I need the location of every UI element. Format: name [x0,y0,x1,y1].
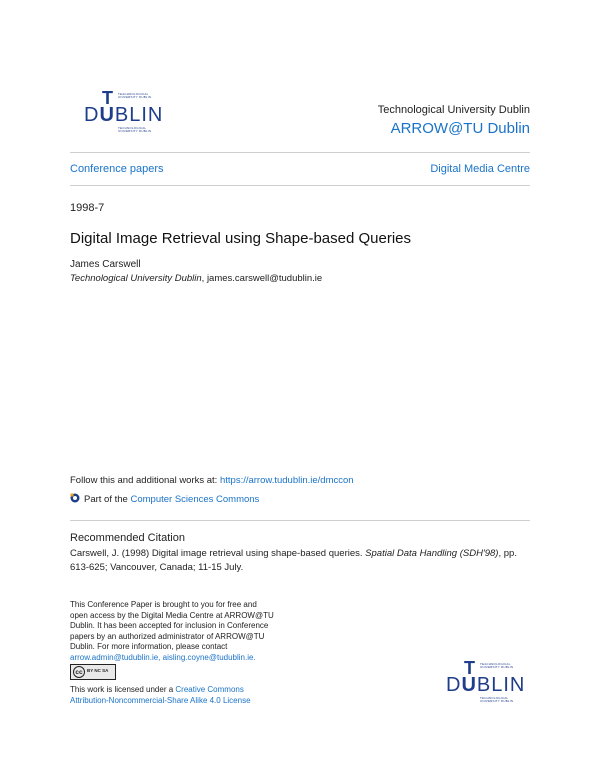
license-text: This work is licensed under a Creative Commons Attribution-Noncommercial-Share Alike 4.0 License [70,685,251,705]
institution-name: Technological University Dublin [377,104,530,116]
logo-wordmark-bottom: DUBLIN [446,674,526,696]
department-link[interactable]: Digital Media Centre [430,163,530,175]
repository-link[interactable]: ARROW@TU Dublin [390,120,530,137]
divider-nav [70,185,530,186]
tu-dublin-logo-top [84,90,166,136]
license-link-1[interactable]: Creative Commons [175,685,244,694]
logo-tagline-bottom: TECHNOLOGICAL UNIVERSITY DUBLIN [118,126,152,134]
discipline-link[interactable]: Computer Sciences Commons [130,494,260,505]
cc-icon: cc [73,666,85,678]
part-of-line: Part of the Computer Sciences Commons [70,493,259,505]
logo-tagline-bottom-bottom: TECHNOLOGICAL UNIVERSITY DUBLIN [480,696,514,704]
logo-wordmark: DUBLIN [84,104,164,126]
author-name: James Carswell [70,259,141,270]
paper-title: Digital Image Retrieval using Shape-based Queries [70,230,412,247]
divider-citation [70,520,530,521]
citation-text: Carswell, J. (1998) Digital image retrieval using shape-based queries. Spatial Data Handling (SDH'98), pp. 613-625; Vancouver, Canada; 11-15 July. [70,548,517,573]
citation-heading: Recommended Citation [70,532,185,544]
license-link-2[interactable]: Attribution-Noncommercial-Share Alike 4.0 License [70,696,251,705]
tu-dublin-logo-bottom [446,660,530,706]
license-terms-icon: BY NC SA [87,668,109,673]
series-url-link[interactable]: https://arrow.tudublin.ie/dmccon [219,475,354,486]
access-note: This Conference Paper is brought to you for free and open access by the Digital Media Centre at ARROW@TU Dublin. It has been accepted for inclusion in Conference papers by an authorized administrator of ARROW@TU Dublin. For more information, please contact arrow.admin@tudublin.ie, aisling.coyne@tudublin.ie. [70,600,274,662]
collection-link[interactable]: Conference papers [70,163,164,175]
follow-line: Follow this and additional works at: https://arrow.tudublin.ie/dmccon [70,475,354,486]
publication-date: 1998-7 [70,202,105,214]
logo-t-letter: T [102,88,114,108]
logo-tagline-top: TEACHNOLOGICAL UNIVERSITY DUBLIN [118,92,152,100]
divider-top [70,152,530,153]
creative-commons-badge[interactable] [70,664,116,680]
author-affiliation: Technological University Dublin, james.carswell@tudublin.ie [70,273,323,284]
contact-email-link[interactable]: arrow.admin@tudublin.ie, aisling.coyne@tudublin.ie. [70,652,256,662]
logo-t-letter-bottom: T [464,658,476,678]
logo-tagline-top-bottom: TEACHNOLOGICAL UNIVERSITY DUBLIN [480,662,514,670]
network-icon [70,493,80,503]
